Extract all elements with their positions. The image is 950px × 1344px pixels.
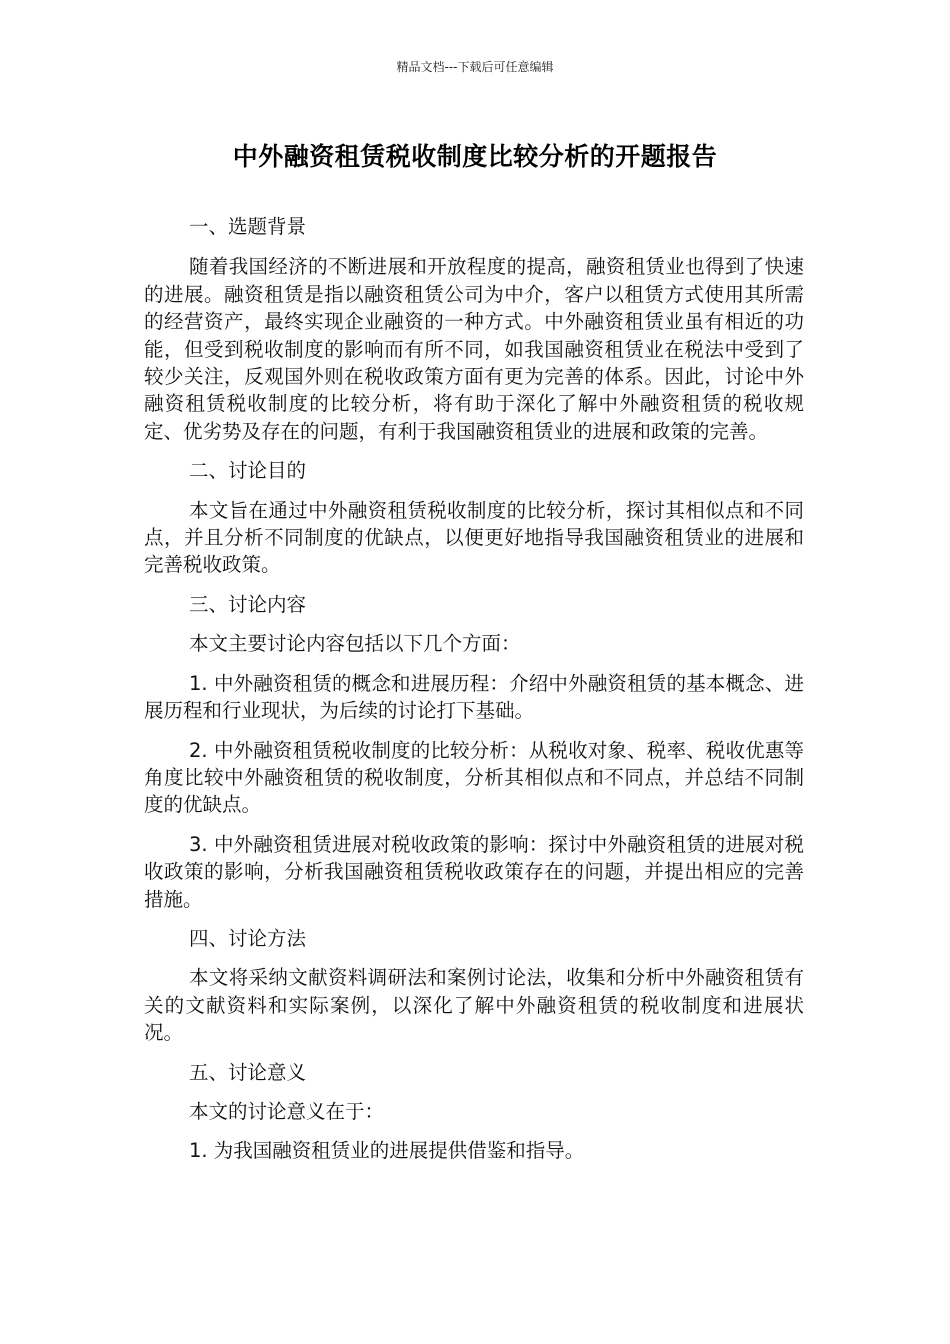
list-item-significance-1: 1. 为我国融资租赁业的进展提供借鉴和指导。 (189, 1139, 585, 1163)
paragraph-content-intro: 本文主要讨论内容包括以下几个方面： (189, 632, 521, 656)
paragraph-background: 随着我国经济的不断进展和开放程度的提高，融资租赁业也得到了快速的进展。融资租赁是指以融资租赁公司为中介，客户以租赁方式使用其所需的经营资产，最终实现企业融资的一种方式。中外融资租赁业虽有相近的功能，但受到税收制度的影响而有所不同，如我国融资租赁业在税法中受到了较少关注，反观国外则在税收政策方面有更为完善的体系。因此，讨论中外融资租赁税收制度的比较分析，将有助于深化了解中外融资租赁的税收规定、优劣势及存在的问题，有利于我国融资租赁业的进展和政策的完善。 (144, 255, 804, 443)
list-item-content-3: 3. 中外融资租赁进展对税收政策的影响：探讨中外融资租赁的进展对税收政策的影响，分析我国融资租赁税收政策存在的问题，并提出相应的完善措施。 (144, 832, 804, 911)
section-heading-significance: 五、讨论意义 (189, 1060, 307, 1084)
document-body (144, 213, 804, 1175)
list-item-content-1: 1. 中外融资租赁的概念和进展历程：介绍中外融资租赁的基本概念、进展历程和行业现状，为后续的讨论打下基础。 (144, 671, 804, 723)
paragraph-method: 本文将采纳文献资料调研法和案例讨论法，收集和分析中外融资租赁有关的文献资料和实际案例，以深化了解中外融资租赁的税收制度和进展状况。 (144, 966, 804, 1045)
section-heading-purpose: 二、讨论目的 (189, 459, 307, 483)
section-heading-method: 四、讨论方法 (189, 926, 307, 950)
document-title: 中外融资租赁税收制度比较分析的开题报告 (232, 142, 718, 171)
section-heading-background: 一、选题背景 (189, 215, 307, 238)
list-item-content-2: 2. 中外融资租赁税收制度的比较分析：从税收对象、税率、税收优惠等角度比较中外融资租赁的税收制度，分析其相似点和不同点，并总结不同制度的优缺点。 (144, 738, 804, 817)
section-heading-content: 三、讨论内容 (189, 592, 307, 616)
header-note: 精品文档---下载后可任意编辑 (396, 60, 554, 74)
paragraph-purpose: 本文旨在通过中外融资租赁税收制度的比较分析，探讨其相似点和不同点，并且分析不同制度的优缺点，以便更好地指导我国融资租赁业的进展和完善税收政策。 (144, 498, 804, 577)
paragraph-significance-intro: 本文的讨论意义在于： (189, 1099, 385, 1123)
